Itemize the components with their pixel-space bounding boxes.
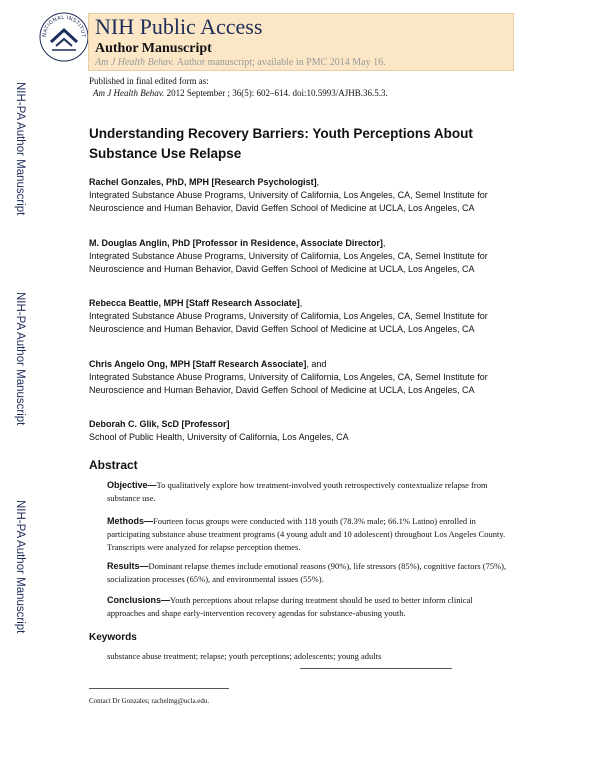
contact-footnote: Contact Dr Gonzales; rachelmg@ucla.edu. [89,697,210,705]
author-block [89,358,519,397]
abstract-heading: Abstract [89,458,138,472]
header-journal: Am J Health Behav. [95,57,175,68]
abstract-section-text: Fourteen focus groups were conducted with 118 youth (78.3% male; 66.1% Latino) enrolled in participating substance abuse treatment programs (4 young adult and 10 adolescent) throughout Los Angeles County. Transcripts were analyzed for relapse perception themes. [107,516,506,552]
abstract-conclusions [107,594,507,620]
author-affiliation: Integrated Substance Abuse Programs, University of California, Los Angeles, CA, Semel Institute for Neuroscience and Human Behavior, David Geffen School of Medicine at UCLA, Los Angeles, CA [89,251,488,274]
section-divider [300,668,452,669]
abstract-section-text: Dominant relapse themes include emotional reasons (90%), life stressors (85%), cognitive factors (75%), socialization processes (65%), and environmental issues (55%). [107,561,507,584]
publication-details: 2012 September ; 36(5): 602–614. doi:10.5993/AJHB.36.5.3. [166,88,388,98]
author-affiliation: Integrated Substance Abuse Programs, University of California, Los Angeles, CA, Semel Institute for Neuroscience and Human Behavior, David Geffen School of Medicine at UCLA, Los Angeles, CA [89,372,488,395]
author-block [89,418,519,444]
logo-text: NATIONAL INSTITUT [41,14,87,38]
author-block [89,237,519,276]
author-separator: , and [306,359,327,369]
author-separator: , [316,177,320,187]
keywords-text: substance abuse treatment; relapse; youth perceptions; adolescents; young adults [107,651,382,661]
keywords-heading: Keywords [89,632,137,643]
header-subtitle: Author Manuscript [95,41,212,56]
author-affiliation: Integrated Substance Abuse Programs, University of California, Los Angeles, CA, Semel Institute for Neuroscience and Human Behavior, David Geffen School of Medicine at UCLA, Los Angeles, CA [89,311,488,334]
publication-journal: Am J Health Behav. [93,88,165,98]
abstract-section-label: Results— [107,561,149,571]
article-title: Understanding Recovery Barriers: Youth Perceptions About Substance Use Relapse [89,126,473,161]
side-label-top: NIH-PA Author Manuscript [14,82,26,216]
abstract-methods [107,515,507,554]
side-label-middle: NIH-PA Author Manuscript [14,292,26,426]
header-title: NIH Public Access [95,14,263,39]
nih-logo [37,10,91,64]
header-availability-text: Author manuscript; available in PMC 2014 May 16. [176,57,386,68]
author-name: Chris Angelo Ong, MPH [Staff Research Associate] [89,359,307,369]
header-availability [95,57,386,69]
publication-citation [93,88,388,99]
abstract-section-label: Methods— [107,516,153,526]
author-block [89,176,519,215]
author-name: Deborah C. Glik, ScD [Professor] [89,419,230,429]
author-name: Rachel Gonzales, PhD, MPH [Research Psychologist] [89,177,317,187]
abstract-section-label: Objective— [107,480,157,490]
abstract-objective [107,479,507,505]
abstract-results [107,560,507,586]
author-name: M. Douglas Anglin, PhD [Professor in Residence, Associate Director] [89,238,383,248]
author-affiliation: School of Public Health, University of California, Los Angeles, CA [89,432,349,442]
abstract-section-text: Youth perceptions about relapse during treatment should be used to better inform clinical approaches and shape early-intervention recovery agendas for substance-abusing youth. [107,595,473,618]
author-separator: , [299,298,303,308]
abstract-section-text: To qualitatively explore how treatment-involved youth retrospectively contextualize relapse from substance use. [107,480,488,503]
author-affiliation: Integrated Substance Abuse Programs, University of California, Los Angeles, CA, Semel Institute for Neuroscience and Human Behavior, David Geffen School of Medicine at UCLA, Los Angeles, CA [89,190,488,213]
author-block [89,297,519,336]
author-name: Rebecca Beattie, MPH [Staff Research Associate] [89,298,300,308]
footnote-divider [89,688,229,689]
abstract-section-label: Conclusions— [107,595,171,605]
author-separator: , [382,238,386,248]
side-label-bottom: NIH-PA Author Manuscript [14,500,26,634]
published-label: Published in final edited form as: [89,76,209,86]
